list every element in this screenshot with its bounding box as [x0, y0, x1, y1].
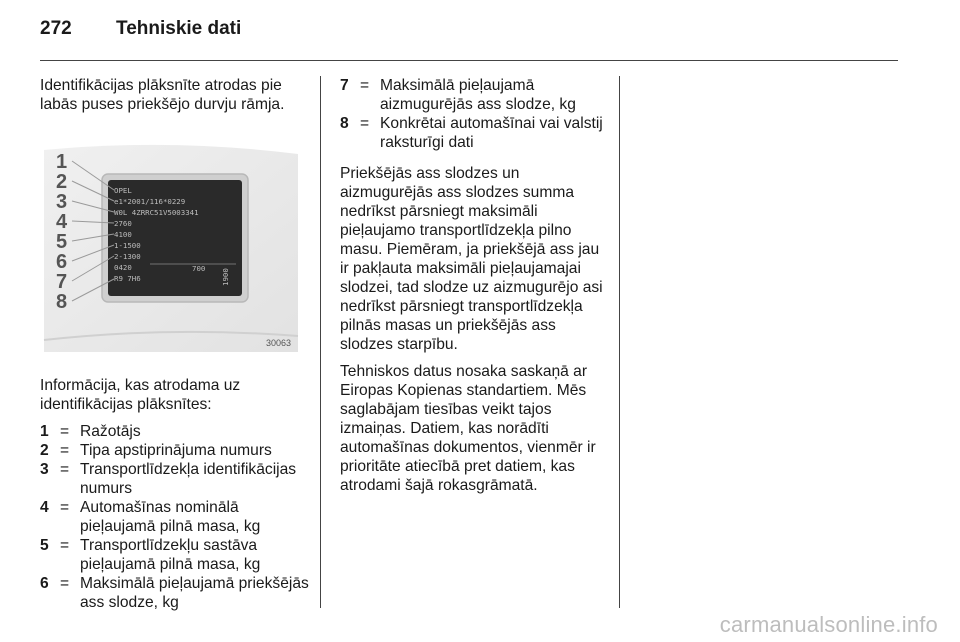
axle-load-paragraph: Priekšējās ass slodzes un aizmugurējās ass slodzes summa nedrīkst pārsniegt maksimāli pieļaujamo transportlīdzekļa pilno masu. Piemēram, ja priekšējā ass jau ir pakļauta maksimāli pieļaujamajai slodzei, tad slodze uz aizmugurējo asi nedrīkst pārsniegt transportlīdzekļa pilnās masas un priekšējās ass slodzes starpību. — [340, 165, 603, 353]
callout-number-2: 2 — [56, 171, 68, 193]
callout-number-7: 7 — [56, 271, 68, 293]
legend-item: 2 = Tipa apstiprinājuma numurs — [40, 442, 272, 459]
left-column — [40, 76, 310, 612]
legend-item: 7 = Maksimālā pieļaujamā aizmugurējās ass slodze, kg — [340, 77, 576, 113]
page-title: Tehniskie dati — [116, 18, 242, 39]
header-rule — [40, 60, 898, 61]
plate-line-4: 2760 — [114, 219, 132, 228]
legend-item: 3 = Transportlīdzekļa identifikācijas numurs — [40, 461, 297, 497]
right-column — [340, 76, 612, 503]
plate-line-9: R9 7H6 — [114, 274, 141, 283]
legend-item: 5 = Transportlīdzekļu sastāva pieļaujamā pilnā masa, kg — [40, 537, 261, 573]
subintro-paragraph: Informācija, kas atrodama uz identifikācijas plāksnītes: — [40, 377, 241, 413]
watermark: carmanualsonline.info — [719, 612, 938, 637]
legend-list-left — [40, 422, 310, 612]
plate-line-8: 0420 — [114, 263, 132, 272]
plate-line-2: e1*2001/116*0229 — [114, 197, 186, 206]
legend-item: 6 = Maksimālā pieļaujamā priekšējās ass slodze, kg — [40, 575, 309, 611]
callout-number-6: 6 — [56, 251, 68, 273]
plate-line-5: 4100 — [114, 230, 132, 239]
callout-number-8: 8 — [56, 291, 68, 313]
figure-code: 30063 — [266, 338, 292, 348]
page-number: 272 — [40, 18, 72, 39]
id-plate-svg — [40, 140, 302, 356]
plate-line-6: 1-1500 — [114, 241, 141, 250]
legend-list-right — [340, 76, 612, 152]
plate-side-value: 700 — [192, 264, 206, 273]
plate-line-1: OPEL — [114, 186, 132, 195]
plate-line-3: W0L 4ZRRC51V5003341 — [114, 208, 199, 217]
callout-number-5: 5 — [56, 231, 68, 253]
intro-paragraph: Identifikācijas plāksnīte atrodas pie labās puses priekšējo durvju rāmja. — [40, 77, 285, 113]
legend-item: 1 = Ražotājs — [40, 423, 141, 440]
callout-number-3: 3 — [56, 191, 68, 213]
callout-number-4: 4 — [56, 211, 68, 233]
legend-item: 8 = Konkrētai automašīnai vai valstij raksturīgi dati — [340, 115, 603, 151]
legend-item: 4 = Automašīnas nominālā pieļaujamā pilnā masa, kg — [40, 499, 261, 535]
plate-side-vertical: 1900 — [221, 268, 230, 286]
callout-number-1: 1 — [56, 151, 68, 173]
plate-line-7: 2-1300 — [114, 252, 141, 261]
standards-paragraph: Tehniskos datus nosaka saskaņā ar Eiropas Kopienas standartiem. Mēs saglabājam tiesības veikt tajos izmaiņas. Datiem, kas norādīti automašīnas dokumentos, vienmēr ir prioritāte atiecībā pret datiem, kas atrodami šajā rokasgrāmatā. — [340, 363, 596, 494]
column-divider-left — [320, 76, 321, 608]
column-divider-right — [619, 76, 620, 608]
id-plate-illustration — [40, 140, 302, 356]
